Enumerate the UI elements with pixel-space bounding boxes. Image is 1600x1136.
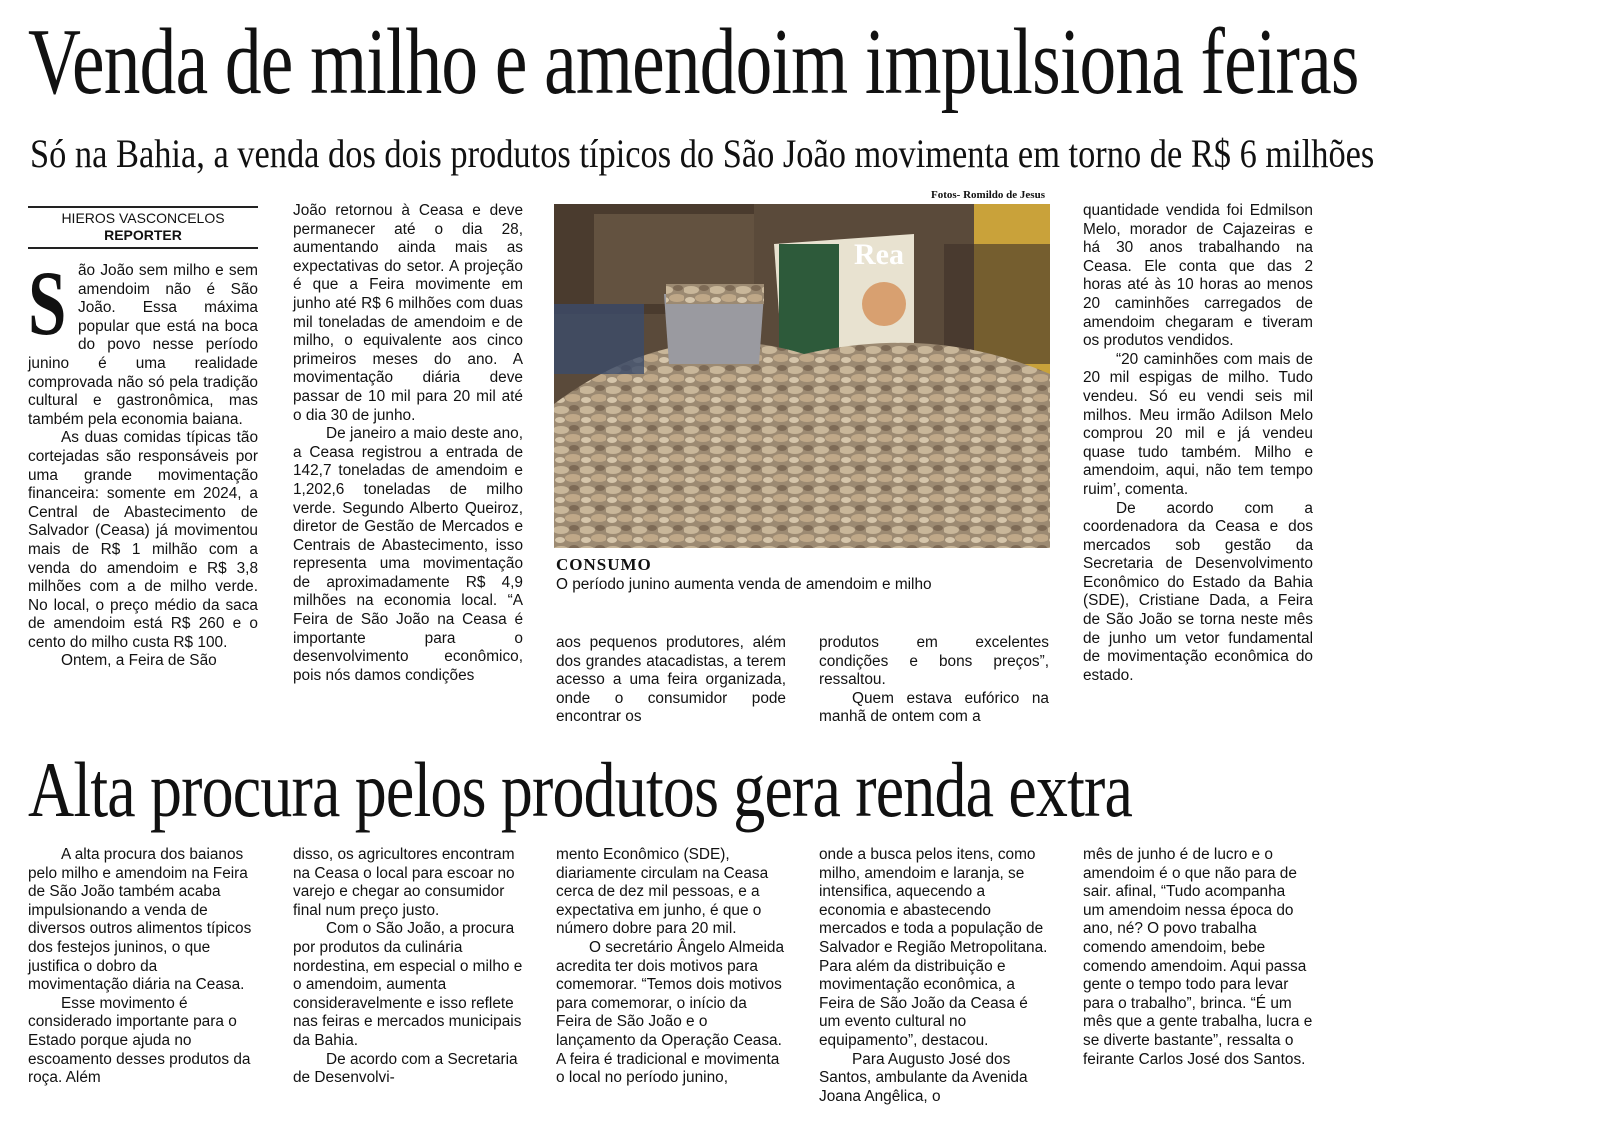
article1-column-1 (28, 252, 258, 671)
peanut-photo-illustration (554, 204, 1050, 548)
paragraph: “20 caminhões com mais de 20 mil espigas de milho. Tudo vendeu. Só eu vendi seis mil milhos. Meu irmão Adilson Melo comprou 20 mil e já vendeu quase tudo também. Milho e amendoim, aqui, não tem tempo ruim’, comenta. (1083, 350, 1313, 498)
paragraph: disso, os agricultores encontram na Ceasa o local para escoar no varejo e chegar ao consumidor final num preço justo. (293, 846, 515, 919)
paragraph: onde a busca pelos itens, como milho, amendoim e laranja, se intensifica, aquecendo a economia e abastecendo mercados e toda a população de Salvador e Região Metropolitana. Para além da distribuição e movimentação econômica, a Feira de São João da Ceasa é um evento cultural no equipamento”, destacou. (819, 846, 1048, 1049)
paragraph: produtos em excelentes condições e bons preços”, ressaltou. (819, 634, 1049, 689)
article1-column-4 (819, 634, 1049, 727)
paragraph: quantidade vendida foi Edmilson Melo, morador de Cajazeiras e há 30 anos trabalhando na Ceasa. Ele conta que das 2 horas até às 10 horas ao menos 20 caminhões carregados de amendoim chegaram e tiveram os produtos vendidos. (1083, 202, 1313, 350)
paragraph: De acordo com a coordenadora da Ceasa e dos mercados sob gestão da Secretaria de Desenvolvimento Econômico do Estado da Bahia (SDE), Cristiane Dada, a Feira de São João se torna neste mês de junho um vetor fundamental de movimentação econômica do estado. (1083, 499, 1313, 684)
byline-name: HIEROS VASCONCELOS (61, 210, 225, 226)
article2-column-5 (1083, 846, 1313, 1069)
photo-caption-title: CONSUMO (556, 555, 652, 574)
photo-peanuts (554, 204, 1050, 548)
subheadline: Só na Bahia, a venda dos dois produtos típicos do São João movimenta em torno de R$ 6 milhões (30, 131, 1375, 176)
paragraph: As duas comidas típicas tão cortejadas são responsáveis por uma grande movimentação financeira: somente em 2024, a Central de Abastecimento de Salvador (Ceasa) já movimentou mais de R$ 1 milhão com a venda do amendoim e R$ 3,8 milhões com a de milho verde. No local, o preço médio da saca de amendoim está R$ 260 e o cento do milho custa R$ 100. (28, 429, 258, 651)
article2-column-4 (819, 846, 1049, 1106)
paragraph: De acordo com a Secretaria de Desenvolvi- (293, 1050, 518, 1087)
svg-text:Rea: Rea (854, 238, 904, 271)
headline-2: Alta procura pelos produtos gera renda extra (28, 746, 1133, 833)
byline-role: REPORTER (104, 227, 182, 243)
paragraph: Esse movimento é considerado importante para o Estado porque ajuda no escoamento desses produtos da roça. Além (28, 994, 251, 1087)
article2-column-1 (28, 846, 258, 1088)
photo-caption: O período junino aumenta venda de amendoim e milho (556, 576, 932, 593)
paragraph: mento Econômico (SDE), diariamente circulam na Ceasa cerca de dez mil pessoas, e a expectativa em junho, é que o número dobre para 20 mil. (556, 846, 769, 938)
headline: Venda de milho e amendoim impulsiona feiras (28, 10, 1359, 114)
paragraph: um amendoim nessa época do ano, né? O povo trabalha comendo amendoim, bebe comendo amendoim. Aqui passa gente o tempo todo para levar para o trabalho”, brinca. “É um mês que a gente trabalha, lucra e se diverte bastante”, ressalta o feirante Carlos José dos Santos. (1083, 901, 1313, 1068)
byline (28, 206, 258, 249)
paragraph: ão João sem milho e sem amendoim não é São João. Essa máxima popular que está na boca do povo nesse período junino é uma realidade comprovada não só pela tradição cultural e gastronômica, mas também pela economia baiana. (28, 262, 258, 428)
dropcap: S (28, 252, 67, 354)
article1-column-3 (556, 634, 786, 727)
paragraph: mês de junho é de lucro e o amendoim é o que não para de sair. afinal, “Tudo acompanha (1083, 846, 1297, 901)
paragraph: Quem estava eufórico na manhã de ontem com a (819, 689, 1049, 726)
article2-column-3 (556, 846, 786, 1088)
paragraph: aos pequenos produtores, além dos grandes atacadistas, a terem acesso a uma feira organizada, onde o consumidor pode encontrar os (556, 634, 786, 726)
paragraph: João retornou à Ceasa e deve permanecer até o dia 28, aumentando ainda mais as expectativas do setor. A projeção é que a Feira movimente em junho até R$ 6 milhões com duas mil toneladas de amendoim e de milho, o equivalente aos cinco primeiros meses do ano. A movimentação diária deve passar de 10 mil para 20 mil até o dia 30 de junho. (293, 202, 523, 424)
paragraph: Com o São João, a procura por produtos da culinária nordestina, em especial o milho e o amendoim, aumenta consideravelmente e isso reflete nas feiras e mercados municipais da Bahia. (293, 920, 523, 1049)
paragraph: O secretário Ângelo Almeida acredita ter dois motivos para comemorar. “Temos dois motivos para comemorar, o início da Feira de São João e o lançamento da Operação Ceasa. A feira é tradicional e movimenta o local no período junino, (556, 938, 785, 1087)
article1-column-2 (293, 202, 523, 685)
paragraph: Para Augusto José dos Santos, ambulante da Avenida Joana Angêlica, o (819, 1050, 1028, 1105)
article2-column-2 (293, 846, 523, 1088)
photo-credit: Fotos- Romildo de Jesus (931, 189, 1045, 201)
paragraph: Ontem, a Feira de São (61, 652, 217, 670)
paragraph: A alta procura dos baianos pelo milho e amendoim na Feira de São João também acaba impulsionando a venda de diversos outros alimentos típicos dos festejos juninos, o que justifica o dobro da movimentação diária na Ceasa. (28, 846, 252, 994)
paragraph: De janeiro a maio deste ano, a Ceasa registrou a entrada de 142,7 toneladas de amendoim e 1,202,6 toneladas de milho verde. Segundo Alberto Queiroz, diretor de Gestão de Mercados e Centrais de Abastecimento, isso representa uma movimentação de aproximadamente R$ 4,9 milhões na economia local. “A Feira de São João na Ceasa é importante para o desenvolvimento econômico, pois nós damos condições (293, 425, 523, 684)
article1-column-5 (1083, 202, 1313, 685)
